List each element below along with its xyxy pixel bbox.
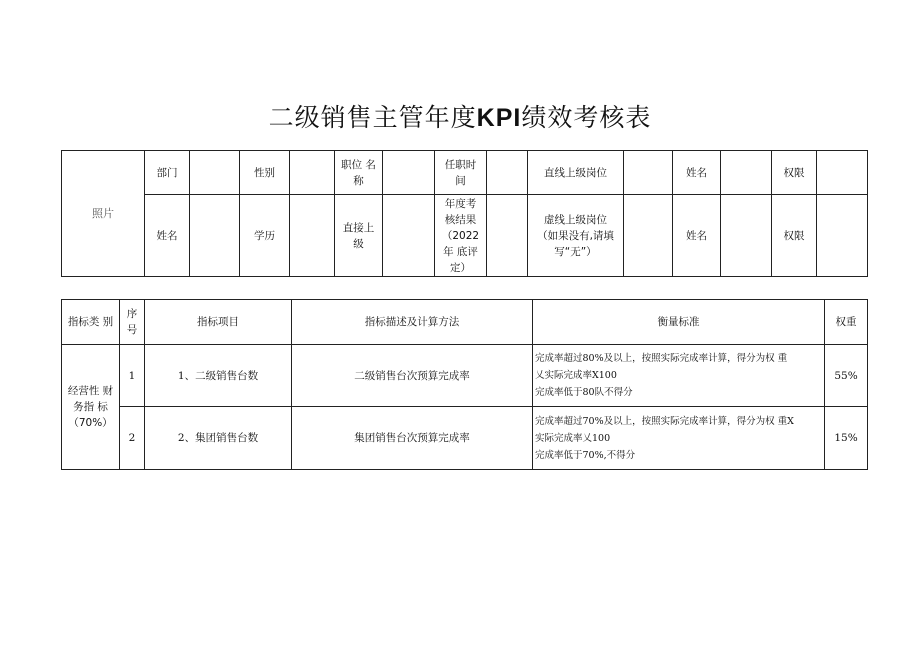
row-weight: 15%: [825, 407, 868, 470]
superior-name-label: 姓名: [673, 151, 721, 195]
dotted-superior-position-value[interactable]: [624, 195, 673, 277]
row-method: 集团销售台次预算完成率: [292, 407, 533, 470]
name-label: 姓名: [145, 195, 190, 277]
direct-superior-value[interactable]: [383, 195, 435, 277]
direct-superior-position-value[interactable]: [624, 151, 673, 195]
header-weight: 权重: [825, 300, 868, 345]
dotted-superior-name-label: 姓名: [673, 195, 721, 277]
photo-cell: 照片: [62, 151, 145, 277]
row-method: 二级销售台次预算完成率: [292, 345, 533, 407]
tenure-value[interactable]: [487, 151, 528, 195]
page-title: [0, 98, 920, 134]
authority-value[interactable]: [817, 151, 868, 195]
dotted-superior-position-text: 虚线上级岗位: [544, 213, 607, 226]
annual-result-label: 年度考 核结果 （2022年 底评定）: [435, 195, 487, 277]
education-label: 学历: [240, 195, 290, 277]
criteria-line: 完成率低于80队不得分: [535, 387, 633, 398]
header-criteria: 衡量标准: [533, 300, 825, 345]
department-value[interactable]: [190, 151, 240, 195]
header-seq: 序号: [120, 300, 145, 345]
authority2-value[interactable]: [817, 195, 868, 277]
row-seq: 2: [120, 407, 145, 470]
employee-info-table: [61, 150, 868, 277]
gender-label: 性别: [240, 151, 290, 195]
criteria-line: 乂实际完成率X100: [535, 370, 617, 381]
education-value[interactable]: [290, 195, 335, 277]
position-name-label: 职位 名称: [335, 151, 383, 195]
dotted-superior-name-value[interactable]: [721, 195, 772, 277]
kpi-table: [61, 299, 868, 470]
criteria-line: 实际完成率乂100: [535, 432, 611, 444]
gender-value[interactable]: [290, 151, 335, 195]
name-value[interactable]: [190, 195, 240, 277]
superior-name-value[interactable]: [721, 151, 772, 195]
kpi-header-row: [62, 300, 868, 345]
title-kpi: KPI: [476, 104, 522, 132]
row-weight: 55%: [825, 345, 868, 407]
department-label: 部门: [145, 151, 190, 195]
row-item: 1、二级销售台数: [145, 345, 292, 407]
position-name-value[interactable]: [383, 151, 435, 195]
header-category: 指标类 别: [62, 300, 120, 345]
row-criteria: [533, 407, 825, 470]
criteria-line: 完成率低于70%,不得分: [535, 449, 636, 461]
direct-superior-label: 直接上级: [335, 195, 383, 277]
criteria-line: 完成率超过70%及以上，按照实际完成率计算，得分为权 重X: [535, 415, 794, 427]
annual-result-value[interactable]: [487, 195, 528, 277]
table-row: [62, 407, 868, 470]
authority2-label: 权限: [772, 195, 817, 277]
table-row: [62, 345, 868, 407]
tenure-label: 任职时 间: [435, 151, 487, 195]
authority-label: 权限: [772, 151, 817, 195]
header-method: 指标描述及计算方法: [292, 300, 533, 345]
dotted-superior-position-label: [528, 195, 624, 277]
title-suffix: 绩效考核表: [521, 103, 652, 132]
direct-superior-position-label: 直线上级岗位: [528, 151, 624, 195]
dotted-superior-note: （如果没有,请填写“无”）: [537, 229, 614, 258]
criteria-line: 完成率超过80%及以上，按照实际完成率计算，得分为权 重: [535, 353, 788, 364]
row-criteria: [533, 345, 825, 407]
header-item: 指标项目: [145, 300, 292, 345]
row-seq: 1: [120, 345, 145, 407]
category-cell: 经营性 财务指 标（70%）: [62, 345, 120, 470]
title-prefix: 二级销售主管年度: [268, 103, 477, 132]
row-item: 2、集团销售台数: [145, 407, 292, 470]
